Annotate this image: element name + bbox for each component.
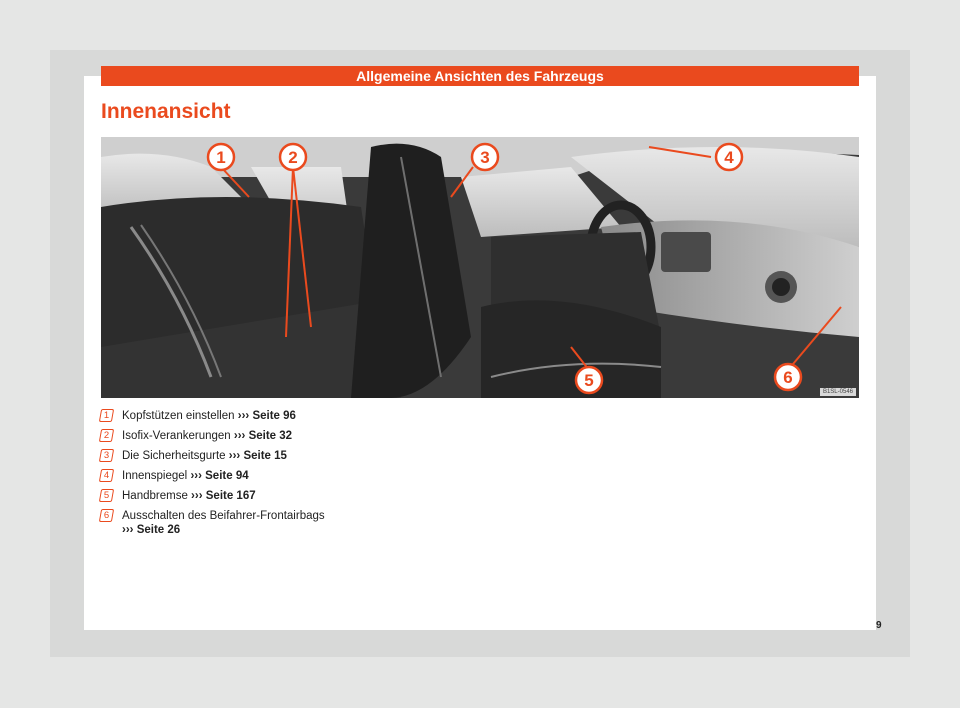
ref-arrows: ››› bbox=[237, 410, 250, 422]
list-item bbox=[100, 489, 430, 503]
section-header: Allgemeine Ansichten des Fahrzeugs bbox=[101, 66, 859, 86]
list-item bbox=[100, 509, 430, 537]
item-number: 2 bbox=[100, 429, 113, 442]
svg-text:2: 2 bbox=[288, 148, 298, 167]
item-number: 6 bbox=[100, 509, 113, 522]
ref-arrows: ››› bbox=[233, 430, 246, 442]
page-reference-link[interactable]: Seite 32 bbox=[248, 430, 293, 442]
list-item bbox=[100, 409, 430, 423]
item-number: 5 bbox=[100, 489, 113, 502]
interior-illustration bbox=[101, 137, 859, 398]
item-text: Kopfstützen einstellen bbox=[122, 410, 235, 422]
legend-list bbox=[100, 409, 430, 543]
item-text: Die Sicherheitsgurte bbox=[122, 450, 226, 462]
svg-text:1: 1 bbox=[216, 148, 226, 167]
interior-figure bbox=[101, 137, 859, 398]
list-item bbox=[100, 429, 430, 443]
page-reference-link[interactable]: Seite 94 bbox=[205, 470, 249, 482]
item-number: 4 bbox=[100, 469, 113, 482]
page-number: 9 bbox=[876, 620, 882, 631]
ref-arrows: ››› bbox=[228, 450, 241, 462]
page-reference-link[interactable]: Seite 15 bbox=[243, 450, 287, 462]
item-text: Isofix-Verankerungen bbox=[122, 430, 231, 442]
svg-text:3: 3 bbox=[480, 148, 490, 167]
item-number: 1 bbox=[100, 409, 113, 422]
svg-text:6: 6 bbox=[783, 368, 793, 387]
ref-arrows: ››› bbox=[122, 524, 134, 536]
page-title: Innenansicht bbox=[101, 100, 231, 123]
svg-text:4: 4 bbox=[724, 148, 734, 167]
callout-1 bbox=[208, 144, 234, 170]
page-reference-link[interactable]: Seite 96 bbox=[252, 410, 296, 422]
callout-3 bbox=[472, 144, 498, 170]
callout-4 bbox=[716, 144, 742, 170]
item-number: 3 bbox=[100, 449, 113, 462]
item-text: Innenspiegel bbox=[122, 470, 188, 482]
ref-arrows: ››› bbox=[190, 470, 202, 482]
callout-6 bbox=[775, 364, 801, 390]
figure-code: B1SL-0546 bbox=[820, 388, 856, 396]
page-reference-link[interactable]: Seite 167 bbox=[205, 490, 256, 502]
svg-text:5: 5 bbox=[584, 371, 594, 390]
callout-2 bbox=[280, 144, 306, 170]
page-reference-link[interactable]: Seite 26 bbox=[136, 524, 181, 536]
callout-5 bbox=[576, 367, 602, 393]
item-text: Ausschalten des Beifahrer-Frontairbags bbox=[122, 510, 325, 522]
list-item bbox=[100, 449, 430, 463]
item-text: Handbremse bbox=[122, 490, 188, 502]
ref-arrows: ››› bbox=[191, 490, 203, 502]
list-item bbox=[100, 469, 430, 483]
